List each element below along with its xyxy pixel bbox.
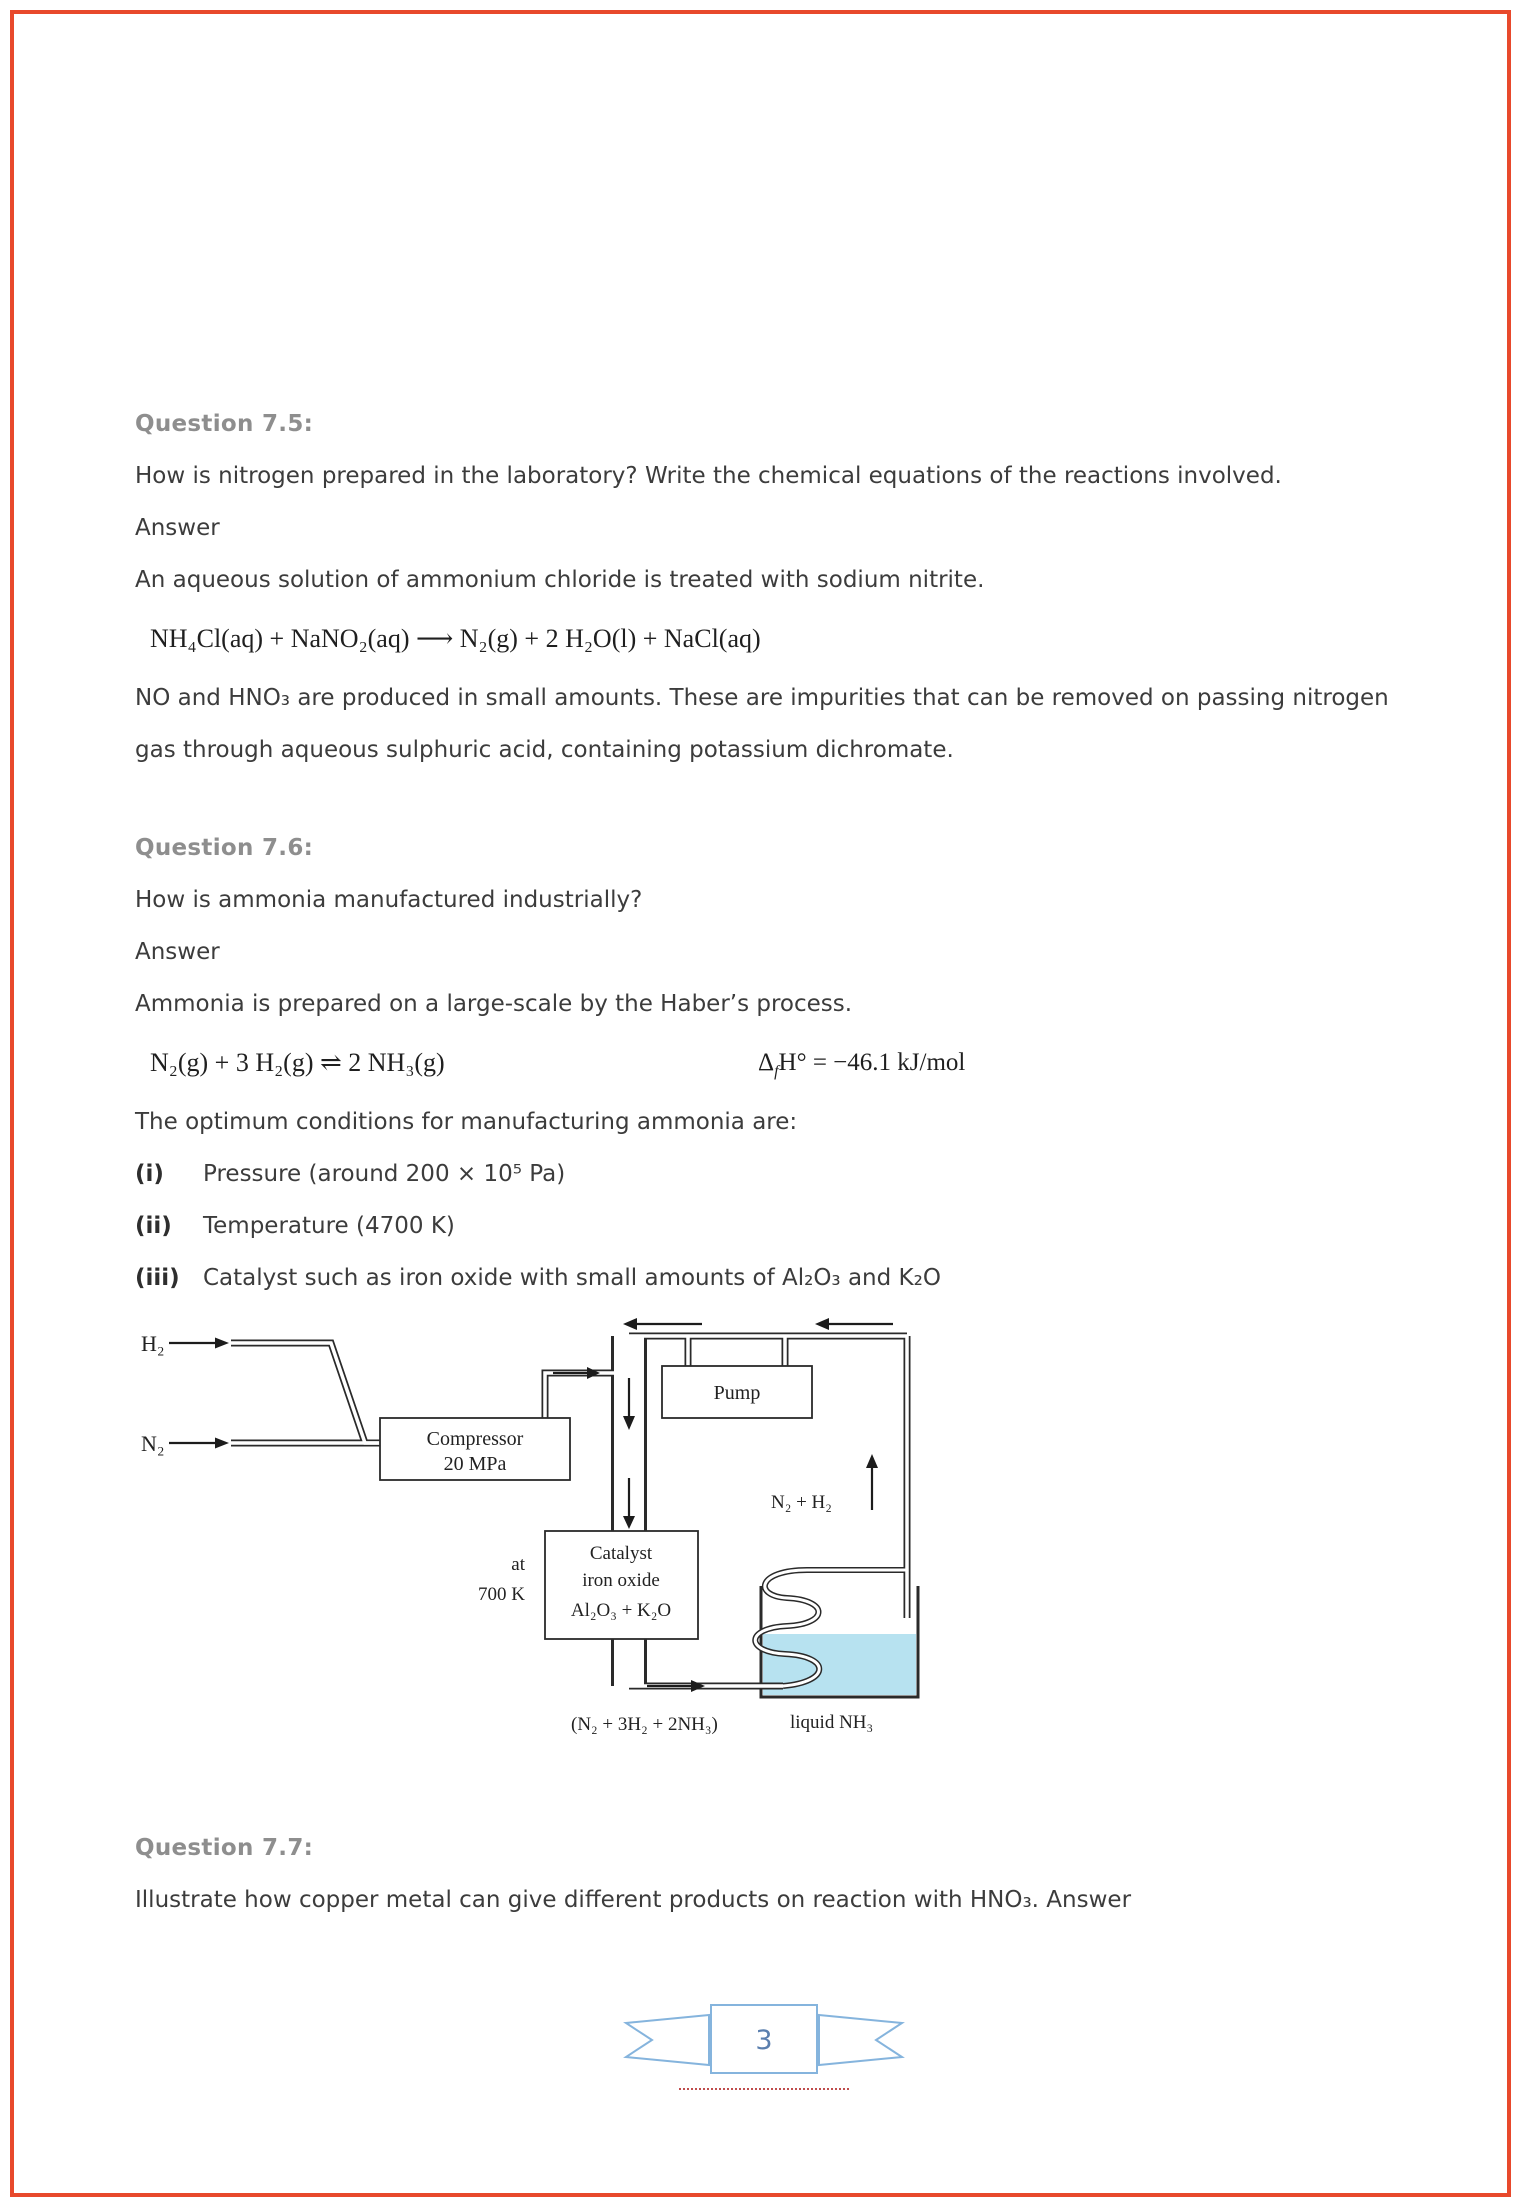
condition-label: (iii) [135,1265,180,1291]
q75-answer-intro: An aqueous solution of ammonium chloride is treated with sodium nitrite. [135,567,985,593]
enthalpy-value [758,1034,965,1101]
q75-answer-note: NO and HNO₃ are produced in small amounts. These are impurities that can be removed on passing nitrogen gas through aqueous sulphuric acid, containing potassium dichromate. [135,685,1389,763]
condition-label: (ii) [135,1213,172,1239]
liquid-ammonia-label: liquid NH₃ [790,1712,874,1733]
question-7-6-section [135,822,1393,1767]
h2-inlet-label: H₂ [141,1331,165,1356]
q76-chemical-equation [135,1034,1393,1092]
delta-subscript: f [774,1063,779,1080]
q76-answer-intro: Ammonia is prepared on a large-scale by the Haber’s process. [135,991,853,1017]
q75-chemical-equation: NH₄Cl(aq) + NaNO₂(aq) ⟶ N₂(g) + 2 H₂O(l) + NaCl(aq) [150,624,761,653]
haber-equation: N₂(g) + 3 H₂(g) ⇌ 2 NH₃(g) [150,1048,445,1077]
question-7-5-text: How is nitrogen prepared in the laboratory? Write the chemical equations of the reactions involved. [135,463,1282,489]
question-7-5-heading: Question 7.5: [135,411,314,437]
page-number-banner [135,1991,1393,2090]
condition-item [135,1252,1393,1304]
haber-process-svg [135,1318,955,1763]
q76-conditions-intro: The optimum conditions for manufacturing ammonia are: [135,1109,798,1135]
page-banner-ribbon [614,1991,914,2086]
condition-text: Catalyst such as iron oxide with small amounts of Al₂O₃ and K₂O [203,1265,941,1291]
recycle-gas-label: N₂ + H₂ [771,1492,832,1513]
catalyst-label-2: iron oxide [582,1570,660,1591]
pump-label: Pump [713,1382,761,1404]
haber-process-diagram [135,1318,1393,1767]
compressor-label-1: Compressor [426,1428,524,1450]
question-7-5-section [135,398,1393,776]
temperature-label-1: at [511,1554,525,1575]
output-gas-label: (N₂ + 3H₂ + 2NH₃) [571,1714,718,1735]
condition-label: (i) [135,1161,164,1187]
enthalpy-rest: H° = −46.1 kJ/mol [778,1049,966,1076]
ribbon-left-tail [626,2015,709,2065]
condition-item [135,1200,1393,1252]
ribbon-right-tail [819,2015,902,2065]
q76-answer-label: Answer [135,939,220,965]
question-7-7-section [135,1822,1393,1926]
temperature-label-2: 700 K [478,1584,525,1605]
question-7-7-text: Illustrate how copper metal can give different products on reaction with HNO₃. Answer [135,1887,1132,1913]
catalyst-label-3: Al₂O₃ + K₂O [570,1600,672,1621]
q75-answer-label: Answer [135,515,220,541]
catalyst-label-1: Catalyst [589,1543,653,1564]
question-7-7-heading: Question 7.7: [135,1835,314,1861]
condition-item [135,1148,1393,1200]
compressor-label-2: 20 MPa [443,1453,507,1475]
page-number: 3 [755,2025,773,2056]
banner-dotted-line [679,2088,849,2090]
page-content [135,398,1393,2090]
delta-symbol: Δ [758,1049,775,1076]
condition-text: Temperature (4700 K) [203,1213,455,1239]
n2-inlet-label: N₂ [141,1431,165,1456]
question-7-6-text: How is ammonia manufactured industrially? [135,887,643,913]
question-7-6-heading: Question 7.6: [135,835,314,861]
condition-text: Pressure (around 200 × 10⁵ Pa) [203,1161,566,1187]
